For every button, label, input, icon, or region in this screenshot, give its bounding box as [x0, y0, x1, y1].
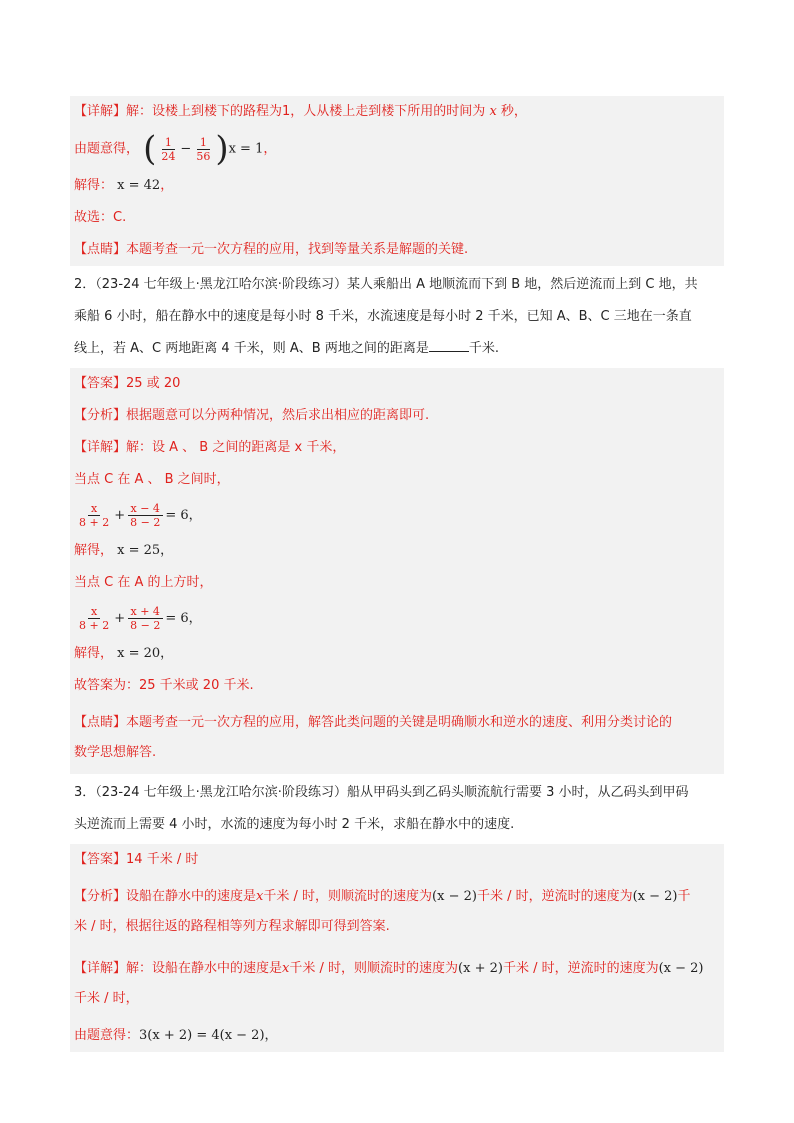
q2-stem-line-1: 2．（23-24 七年级上·黑龙江哈尔滨·阶段练习）某人乘船出 A 地顺流而下到 B 地，然后逆流而上到 C 地，共 [74, 277, 698, 292]
left-paren: ( [143, 129, 157, 169]
q2-analysis-line: 【分析】根据题意可以分两种情况，然后求出相应的距离即可. [74, 408, 430, 423]
q1-detail-line [70, 96, 724, 128]
q3-analysis-block: 【分析】设船在静水中的速度是x千米 / 时，则顺流时的速度为(x − 2)千米 / 时，逆流时的速度为(x − 2)千 米 / 时，根据往返的路程相等列方程求解即可得到答案. [74, 889, 691, 934]
q3-answer-line: 【答案】14 千米 / 时 [74, 852, 199, 867]
q1-eq-rest: x = 1 [228, 141, 264, 157]
q1-solve-line: 解得： x = 42， [74, 178, 174, 193]
q3-stem [70, 774, 724, 844]
q1-choose-line: 故选：C. [74, 210, 127, 225]
q1-frac-1: $\frac{1}{24}$ [161, 135, 176, 163]
q3-stem-line-1: 3．（23-24 七年级上·黑龙江哈尔滨·阶段练习）船从甲码头到乙码头顺流航行需要 3 小时，从乙码头到甲码 [74, 785, 689, 800]
q3-detail-block: 【详解】解：设船在静水中的速度是x千米 / 时，则顺流时的速度为(x + 2)千米 / 时，逆流时的速度为(x − 2) 千米 / 时， [74, 961, 704, 1006]
q1-solve-label: 解得： [74, 178, 114, 193]
right-paren: ) [215, 129, 229, 169]
q2-case1-line: 当点 C 在 A 、 B 之间时， [74, 472, 230, 487]
q2-solve1-line: 解得， x = 25， [74, 543, 174, 558]
q2-stem [70, 266, 724, 368]
q2-solve2-line: 解得， x = 20， [74, 646, 174, 661]
q2-comment-block: 【点睛】本题考查一元一次方程的应用，解答此类问题的关键是明确顺水和逆水的速度、利用分类讨论的 数学思想解答. [74, 715, 673, 760]
q2-case1-equation: $\frac{x}{8 + 2}$ + $\frac{x - 4}{8 - 2}$ = 6， [79, 502, 202, 529]
q1-equation-line: 由题意得， ( $\frac{1}{24}$ − $\frac{1}{56}$ )x = 1， [74, 129, 277, 169]
q2-final-line: 故答案为：25 千米或 20 千米. [74, 678, 254, 693]
document-page [70, 96, 724, 1052]
q2-answer: 25 或 20 [126, 376, 181, 391]
q2-stem-line-2: 乘船 6 小时，船在静水中的速度是每小时 8 千米，水流速度是每小时 2 千米，已知 A、B、C 三地在一条直 [74, 309, 692, 324]
q1-detail-var: x [489, 104, 497, 119]
q3-answer: 14 千米 / 时 [126, 852, 199, 867]
answer-blank [429, 337, 469, 352]
q1-solve-eq: x = 42 [117, 178, 161, 193]
q2-case2-line: 当点 C 在 A 的上方时， [74, 575, 213, 590]
q2-answer-line: 【答案】25 或 20 [74, 376, 181, 391]
q1-detail-label: 【详解】 [74, 104, 127, 119]
q1-solution-block [70, 96, 724, 266]
q2-stem-line-3: 线上，若 A、C 两地距离 4 千米，则 A、B 两地之间的距离是 千米. [74, 333, 724, 365]
q2-case2-equation: $\frac{x}{8 + 2}$ + $\frac{x + 4}{8 - 2}$ = 6， [79, 605, 202, 632]
q1-comment-label: 【点睛】 [74, 242, 127, 257]
q3-equation-line: 由题意得：3(x + 2) = 4(x − 2)， [74, 1028, 278, 1043]
q1-frac-2: $\frac{1}{56}$ [196, 135, 211, 163]
q1-detail-end: 秒， [500, 104, 527, 119]
q2-detail-line: 【详解】解：设 A 、 B 之间的距离是 x 千米， [74, 440, 346, 455]
q1-comment-text: 本题考查一元一次方程的应用，找到等量关系是解题的关键. [126, 242, 469, 257]
q1-detail-text: 解：设楼上到楼下的路程为1，人从楼上走到楼下所用的时间为 [126, 104, 486, 119]
q3-solution-block [70, 844, 724, 1052]
q1-comment-line [70, 234, 724, 266]
q2-solution-block [70, 368, 724, 774]
q3-stem-line-2: 头逆流而上需要 4 小时，水流的速度为每小时 2 千米，求船在静水中的速度. [74, 817, 515, 832]
q1-eq-prefix: 由题意得， [74, 141, 140, 157]
